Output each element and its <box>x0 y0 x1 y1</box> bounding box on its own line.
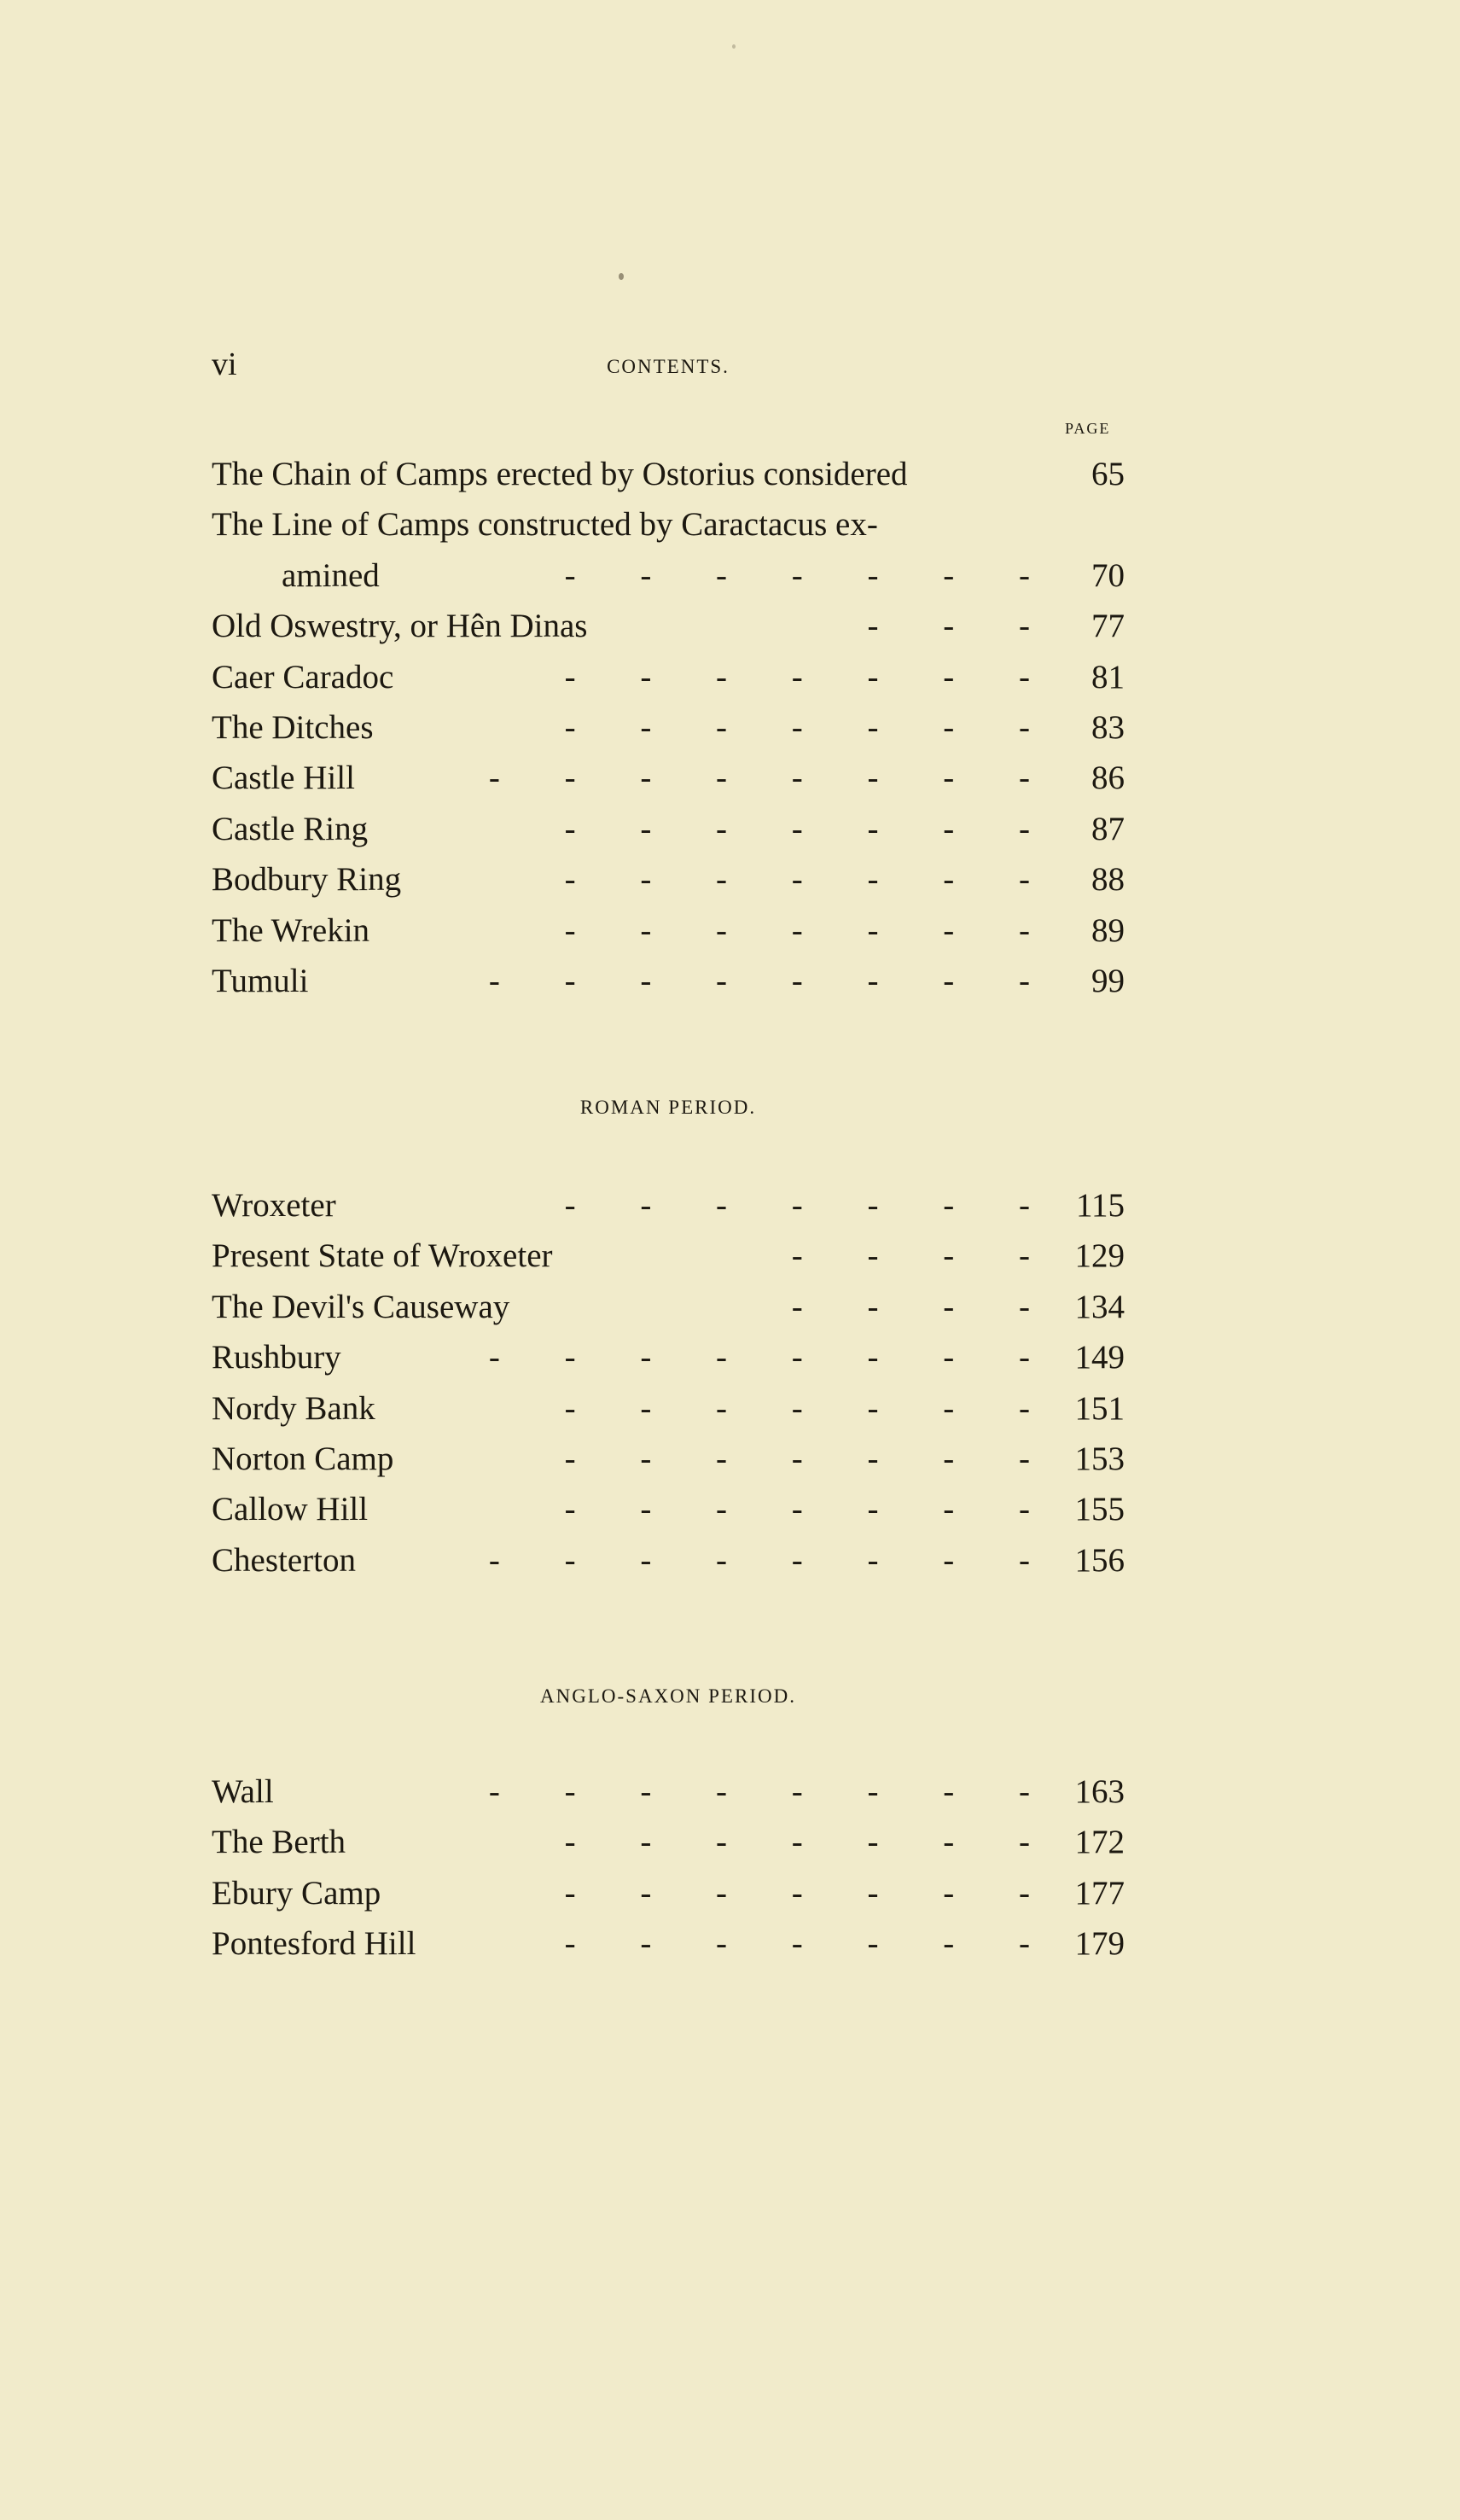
toc-entry-title: Chesterton <box>212 1541 356 1579</box>
contents-group-british <box>212 449 1125 1006</box>
contents-group-anglo-saxon <box>212 1766 1125 1970</box>
toc-page-number: 149 <box>1074 1339 1125 1376</box>
ink-speck <box>732 44 736 49</box>
toc-dot-leader: - - - <box>867 608 1058 645</box>
toc-entry-title: Callow Hill <box>212 1491 369 1528</box>
toc-entry <box>212 905 1125 956</box>
toc-page-number: 155 <box>1074 1491 1125 1528</box>
toc-entry-title: The Wrekin <box>212 911 370 949</box>
toc-entry <box>212 1868 1125 1918</box>
toc-entry-title: Tumuli <box>212 962 309 999</box>
toc-entry-title: The Devil's Causeway <box>212 1288 510 1325</box>
toc-entry-title: Castle Hill <box>212 759 355 797</box>
toc-page-number: 163 <box>1074 1773 1125 1810</box>
toc-entry-title: Caer Caradoc <box>212 658 394 695</box>
page-column-label: PAGE <box>1065 420 1111 437</box>
toc-entry <box>212 449 1125 499</box>
toc-dot-leader: - - - - - - - <box>564 810 1058 847</box>
toc-entry-title: The Line of Camps constructed by Caractacus ex- <box>212 506 878 544</box>
section-heading-anglo-saxon: ANGLO-SAXON PERIOD. <box>540 1685 796 1707</box>
toc-entry-title: The Chain of Camps erected by Ostorius considered <box>212 456 908 492</box>
toc-page-number: 172 <box>1074 1824 1125 1861</box>
toc-page-number: 70 <box>1091 556 1125 594</box>
toc-entry <box>212 1282 1125 1332</box>
toc-entry-title: Norton Camp <box>212 1440 394 1477</box>
toc-entry <box>212 956 1125 1006</box>
toc-dot-leader: - - - - - - - - <box>488 1339 1058 1376</box>
toc-page-number: 83 <box>1091 708 1125 746</box>
toc-entry-title: Present State of Wroxeter <box>212 1237 553 1275</box>
toc-entry <box>212 499 1125 550</box>
toc-page-number: 134 <box>1074 1288 1125 1325</box>
toc-page-number: 81 <box>1091 658 1125 695</box>
running-head <box>212 346 1125 388</box>
toc-dot-leader: - - - - - - - <box>564 556 1058 594</box>
toc-page-number: 177 <box>1074 1874 1125 1912</box>
toc-dot-leader: - - - - - - - <box>564 1491 1058 1528</box>
toc-entry <box>212 854 1125 905</box>
toc-dot-leader: - - - - - - - <box>564 1874 1058 1912</box>
toc-page-number: 77 <box>1091 608 1125 645</box>
contents-group-roman <box>212 1180 1125 1586</box>
toc-entry-title: Ebury Camp <box>212 1874 381 1912</box>
toc-page-number: 153 <box>1074 1440 1125 1477</box>
toc-entry <box>212 804 1125 854</box>
toc-page-number: 99 <box>1091 962 1125 999</box>
toc-page-number: 87 <box>1091 810 1125 847</box>
toc-page-number: 179 <box>1074 1925 1125 1963</box>
toc-dot-leader: - - - - - - - <box>564 708 1058 746</box>
toc-entry <box>212 1434 1125 1484</box>
ink-speck <box>619 273 624 280</box>
toc-entry <box>212 1383 1125 1434</box>
toc-entry <box>212 753 1125 803</box>
toc-entry-title: Nordy Bank <box>212 1389 375 1427</box>
toc-entry <box>212 1484 1125 1534</box>
toc-dot-leader: - - - - - - - <box>564 911 1058 949</box>
toc-dot-leader: - - - - - - - <box>564 1824 1058 1861</box>
toc-dot-leader: - - - - <box>791 1237 1058 1275</box>
toc-entry-title: Wroxeter <box>212 1187 336 1224</box>
toc-dot-leader: - - - - - - - - <box>488 759 1058 797</box>
toc-entry <box>212 1535 1125 1586</box>
toc-entry-title: Wall <box>212 1773 274 1810</box>
toc-entry <box>212 601 1125 651</box>
toc-dot-leader: - - - - - - - - <box>488 1773 1058 1810</box>
toc-entry-title: The Berth <box>212 1824 346 1861</box>
running-head-title: CONTENTS. <box>607 356 730 377</box>
toc-dot-leader: - - - - - - - - <box>488 1541 1058 1579</box>
toc-entry-title: Rushbury <box>212 1339 341 1376</box>
toc-page-number: 88 <box>1091 861 1125 899</box>
toc-dot-leader: - - - - - - - <box>564 1925 1058 1963</box>
toc-entry <box>212 1231 1125 1281</box>
toc-entry <box>212 1766 1125 1817</box>
toc-page-number: 151 <box>1074 1389 1125 1427</box>
toc-page-number: 156 <box>1074 1541 1125 1579</box>
toc-page-number: 86 <box>1091 759 1125 797</box>
toc-entry-title: The Ditches <box>212 708 374 746</box>
toc-page-number: 89 <box>1091 911 1125 949</box>
toc-page-number: 129 <box>1074 1237 1125 1275</box>
toc-dot-leader: - - - - - - - <box>564 861 1058 899</box>
toc-dot-leader: - - - - - - - <box>564 1440 1058 1477</box>
toc-entry-title: Old Oswestry, or Hên Dinas <box>212 608 588 645</box>
toc-dot-leader: - - - - - - - - <box>488 962 1058 999</box>
toc-dot-leader: - - - - - - - <box>564 1187 1058 1224</box>
toc-entry <box>212 550 1125 601</box>
toc-entry-title: Castle Ring <box>212 810 369 847</box>
section-heading-roman: ROMAN PERIOD. <box>579 1097 757 1118</box>
page-number: vi <box>212 346 237 382</box>
toc-entry <box>212 1817 1125 1867</box>
toc-entry <box>212 1180 1125 1231</box>
toc-entry-title: Bodbury Ring <box>212 861 402 899</box>
toc-dot-leader: - - - - - - - <box>564 658 1058 695</box>
toc-dot-leader: - - - - - - - <box>564 1389 1058 1427</box>
toc-page-number: 115 <box>1075 1187 1125 1224</box>
toc-dot-leader: - - - - <box>791 1288 1058 1325</box>
toc-entry <box>212 652 1125 702</box>
toc-entry-title: Pontesford Hill <box>212 1925 416 1963</box>
toc-entry <box>212 702 1125 753</box>
toc-entry-title: amined <box>282 556 380 594</box>
toc-entry <box>212 1918 1125 1969</box>
toc-entry <box>212 1332 1125 1382</box>
toc-page-number: 65 <box>1091 456 1125 492</box>
